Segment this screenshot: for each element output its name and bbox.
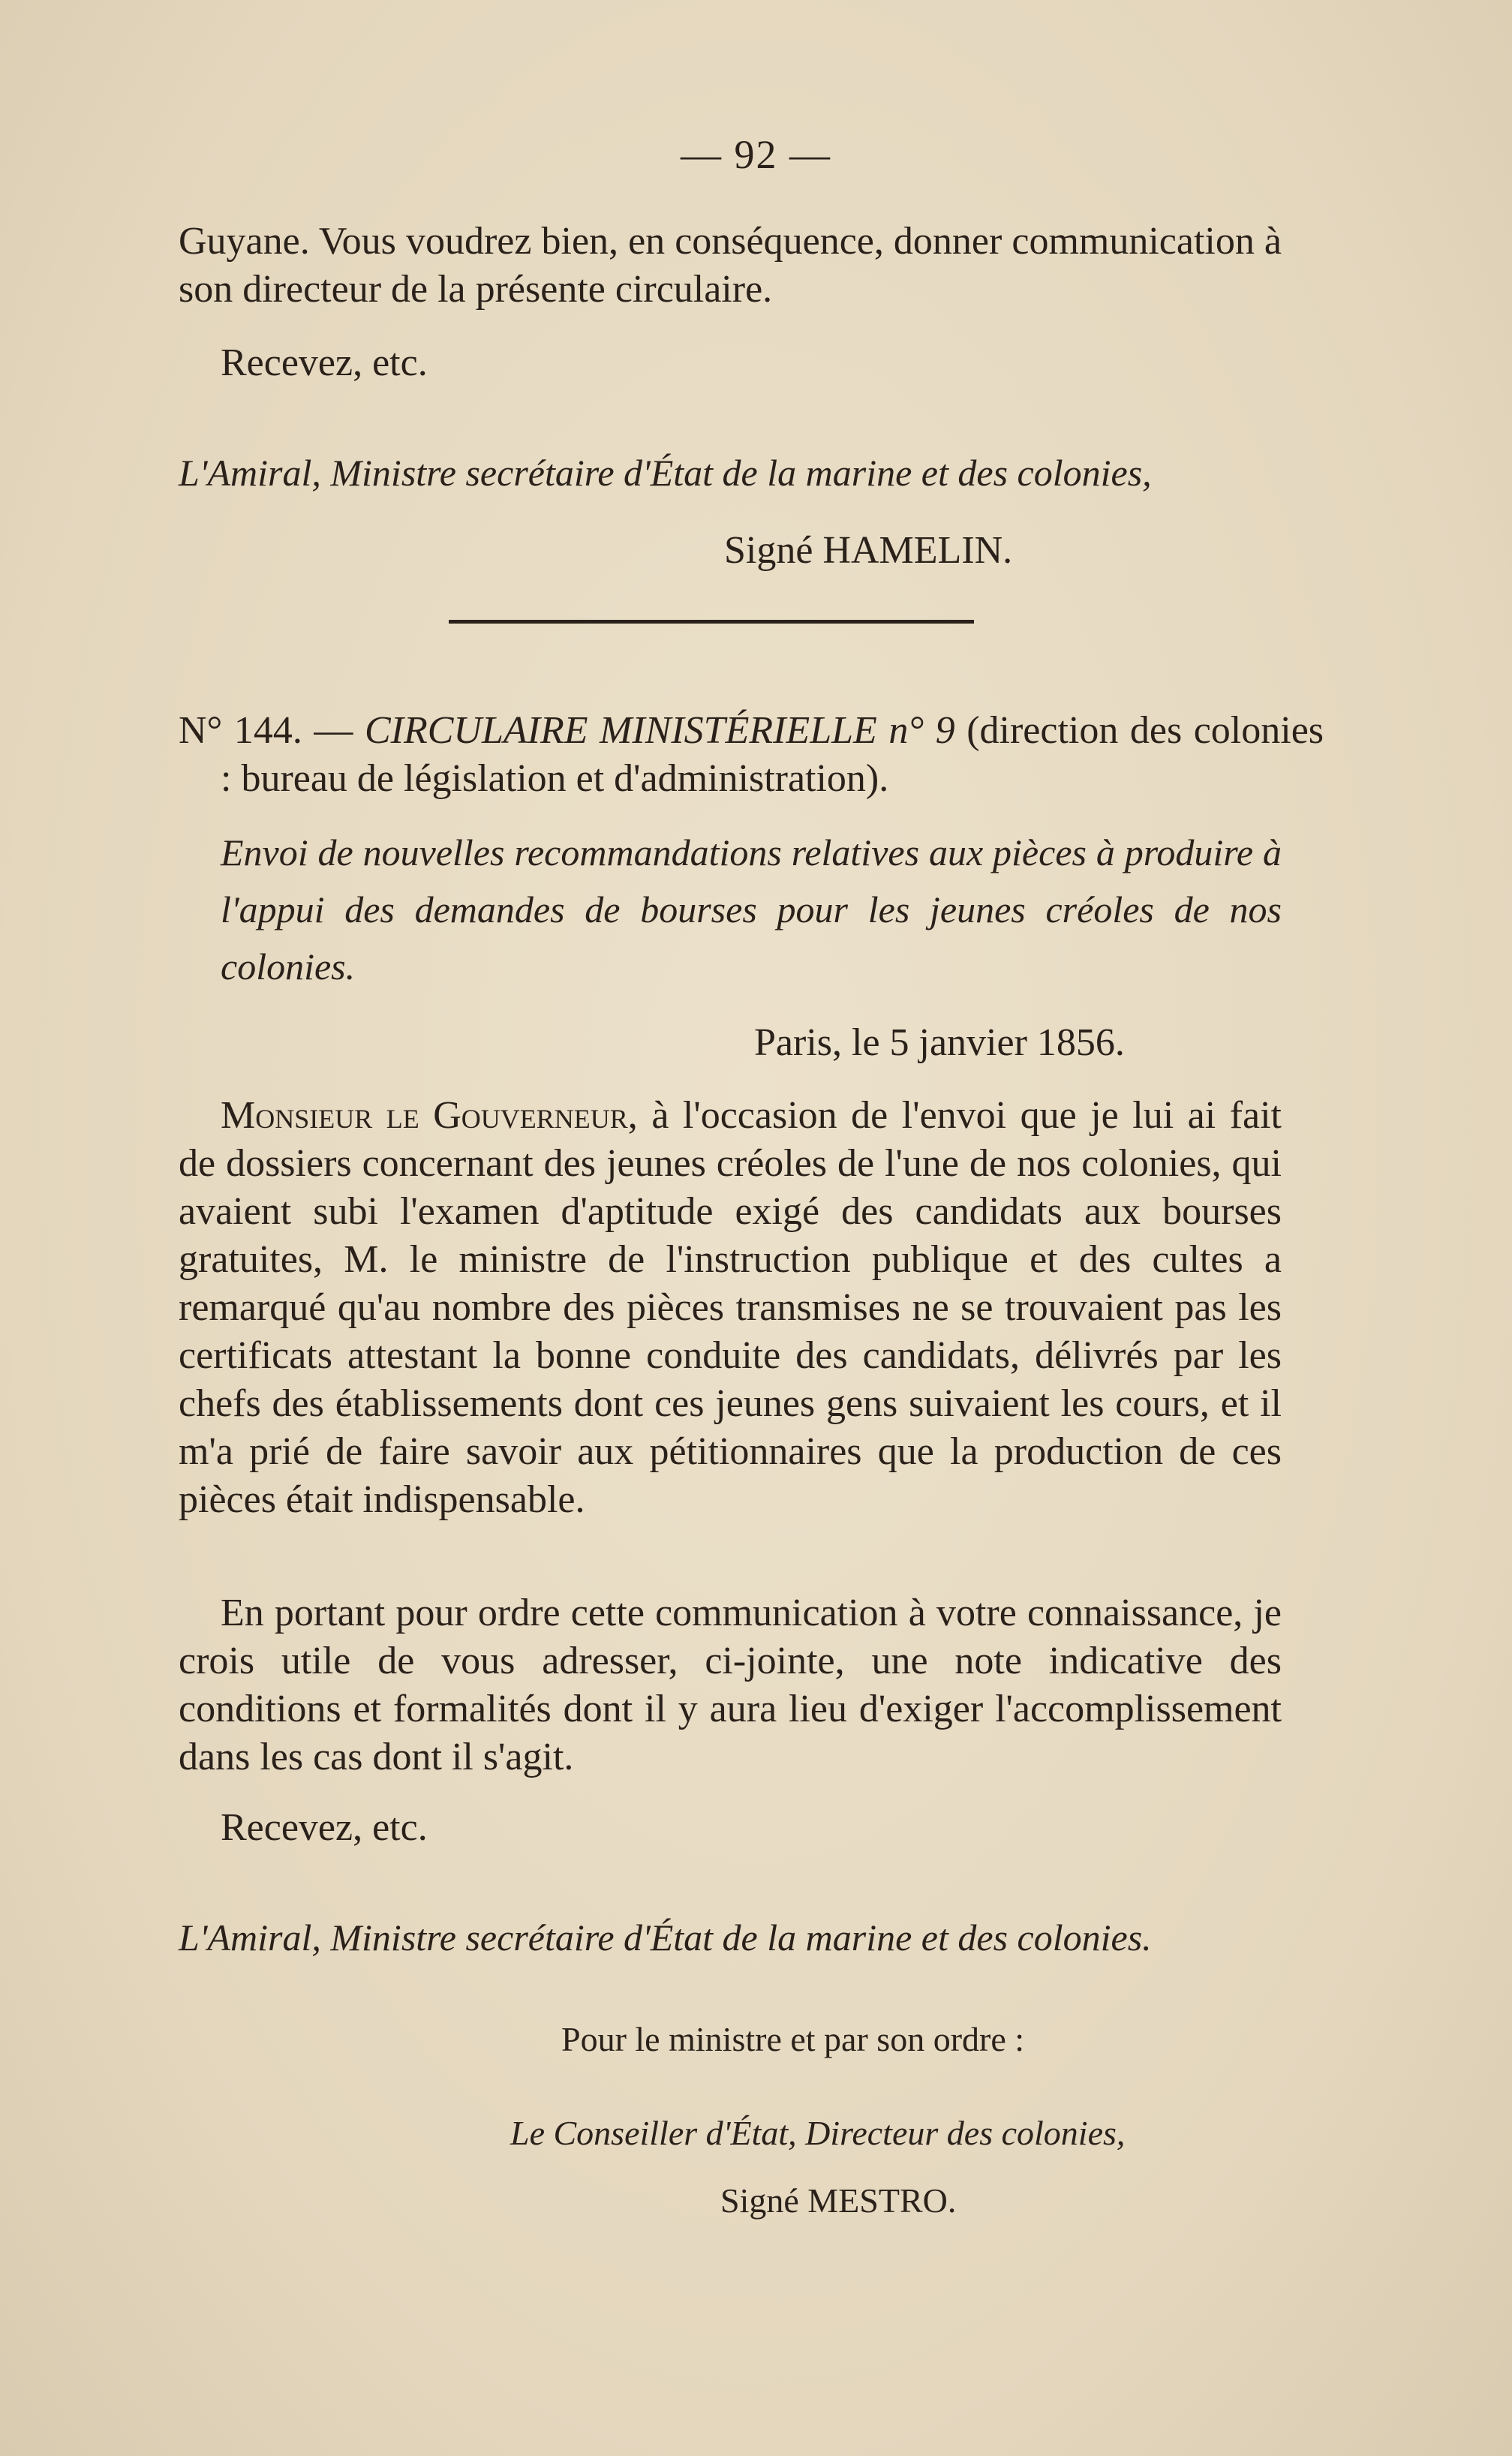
circular-subject: Envoi de nouvelles recommandations relatives aux pièces à produire à l'appui des demandes de bourses pour les jeunes créoles de nos colonies. [221,831,1282,988]
paragraph-1-text: à l'occasion de l'envoi que je lui ai fait de dossiers concernant des jeunes créoles de l'une de nos colonies, qui avaient subi l'examen d'aptitude exigé des candidats aux bourses gratuites, M. le ministre de l'instruction publique et des cultes a remarqué qu'au nombre des pièces transmises ne se trouvaient pas les certificats attestant la bonne conduite des candidats, délivrés par les chefs des établissements dont ces jeunes gens suivaient les cours, et il m'a prié de faire savoir aux pétitionnaires que la production de ces pièces était indispensable. [179,1094,1282,1521]
paragraph-2: En portant pour ordre cette communication à votre connaissance, je crois utile de vous adresser, ci-jointe, une note indicative des conditions et formalités dont il y aura lieu d'exiger l'accomplissement dans les cas dont il s'agit. [179,1592,1282,1778]
recevez-text: Recevez, etc. [221,341,428,384]
dateline: Paris, le 5 janvier 1856. [754,1021,1125,1064]
signature-title-2: L'Amiral, Ministre secrétaire d'État de la marine et des colonies. [179,1916,1152,1958]
circular-heading [179,707,1324,803]
top-paragraph: Guyane. Vous voudrez bien, en conséquence, donner communication à son directeur de la présente circulaire. [179,220,1282,311]
circular-title: CIRCULAIRE MINISTÉRIELLE n° 9 [364,709,955,752]
signature-title: L'Amiral, Ministre secrétaire d'État de la marine et des colonies, [179,452,1152,494]
page-number: — 92 — [681,132,831,177]
signature-name: Signé HAMELIN. [724,529,1013,572]
salutation: Monsieur le Gouverneur, [221,1094,638,1137]
counselor-line: Le Conseiller d'État, Directeur des colonies, [510,2114,1126,2152]
paragraph-1 [179,1092,1282,1524]
circular-direction: (direction des colonies : bureau de législation et d'administration). [221,709,1324,800]
recevez-text-2: Recevez, etc. [221,1806,428,1849]
section-divider [449,620,974,624]
circular-number: N° 144. — [179,709,353,752]
order-line: Pour le ministre et par son ordre : [561,2020,1025,2058]
signature-name-2: Signé MESTRO. [720,2181,957,2220]
